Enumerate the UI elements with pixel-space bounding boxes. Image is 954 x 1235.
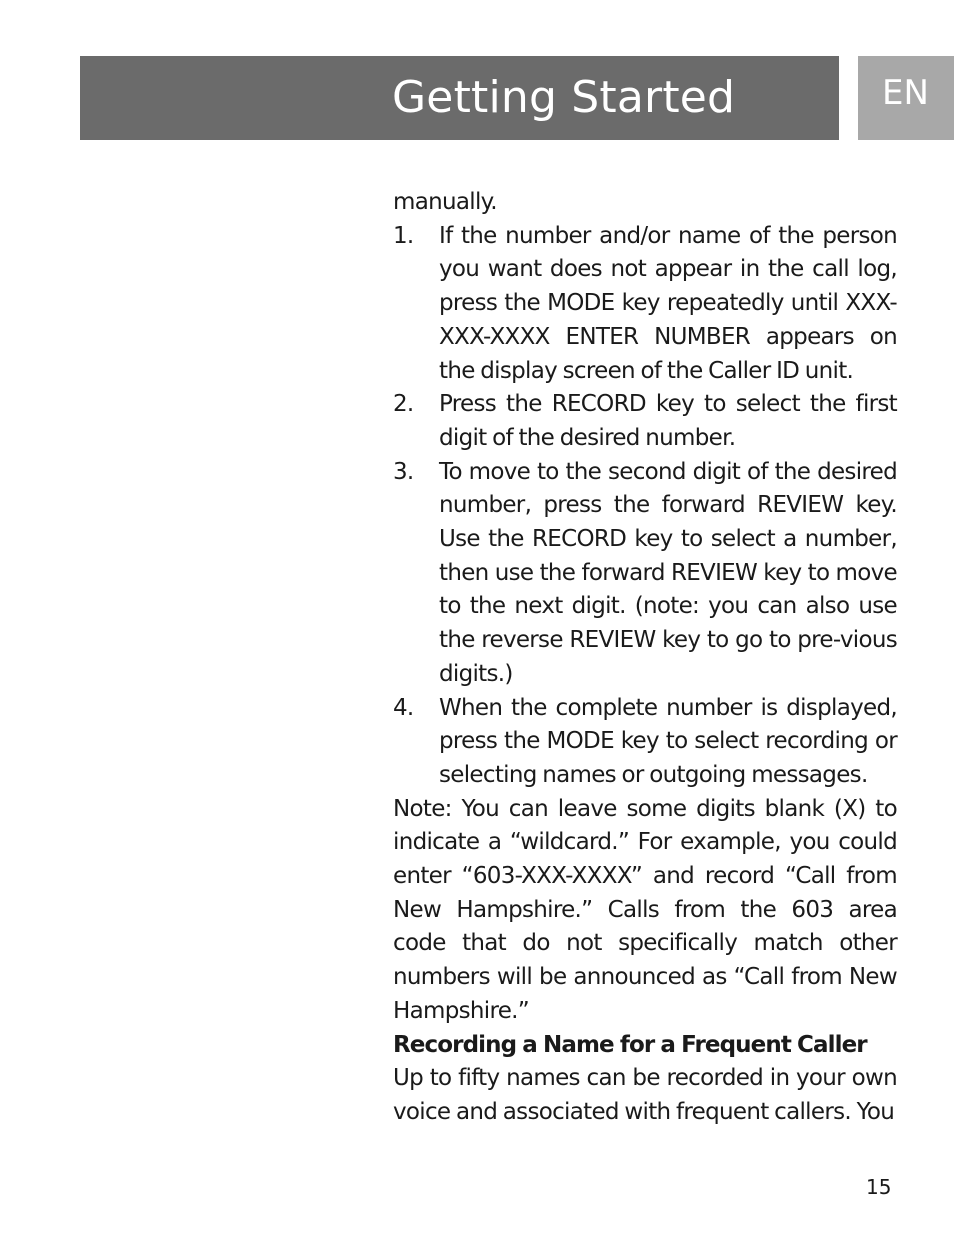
step-item-3 [393,456,897,692]
step-number: 2. [393,391,414,418]
section-paragraph: Up to fifty names can be recorded in your own voice and associated with frequent callers. You [393,1065,897,1125]
step-number: 4. [393,694,414,721]
intro-fragment: manually. [393,189,497,215]
step-text: To move to the second digit of the desired number, press the forward REVIEW key. Use the RECORD key to select a number, then use the forward REVIEW key to move to the next digit. (note: you can also use the reverse REVIEW key to go to pre-vious digits.) [439,458,897,687]
language-tab-label: EN [882,73,929,113]
page-number: 15 [866,1175,892,1199]
header-bar [80,56,839,140]
step-number: 1. [393,222,414,249]
step-text: Press the RECORD key to select the first digit of the desired number. [439,391,897,451]
note-paragraph: Note: You can leave some digits blank (X) to indicate a “wildcard.” For example, you could enter “603-XXX-XXXX” and record “Call from New Hampshire.” Calls from the 603 area code that do not specifically match other numbers will be announced as “Call from New Hampshire.” [393,795,897,1024]
page-title: Getting Started [392,72,736,123]
section-heading: Recording a Name for a Frequent Caller [393,1031,867,1058]
body-text [393,186,897,1130]
step-number: 3. [393,458,414,485]
step-text: If the number and/or name of the person you want does not appear in the call log, press the MODE key repeatedly until XXX-XXX-XXXX ENTER NUMBER appears on the display screen of the Caller ID unit. [439,222,897,384]
step-text: When the complete number is displayed, press the MODE key to select recording or selecting names or outgoing messages. [439,694,897,788]
step-item-2 [393,388,897,455]
step-item-1 [393,220,897,389]
step-item-4 [393,692,897,793]
step-list [393,220,897,793]
language-tab [858,56,954,140]
